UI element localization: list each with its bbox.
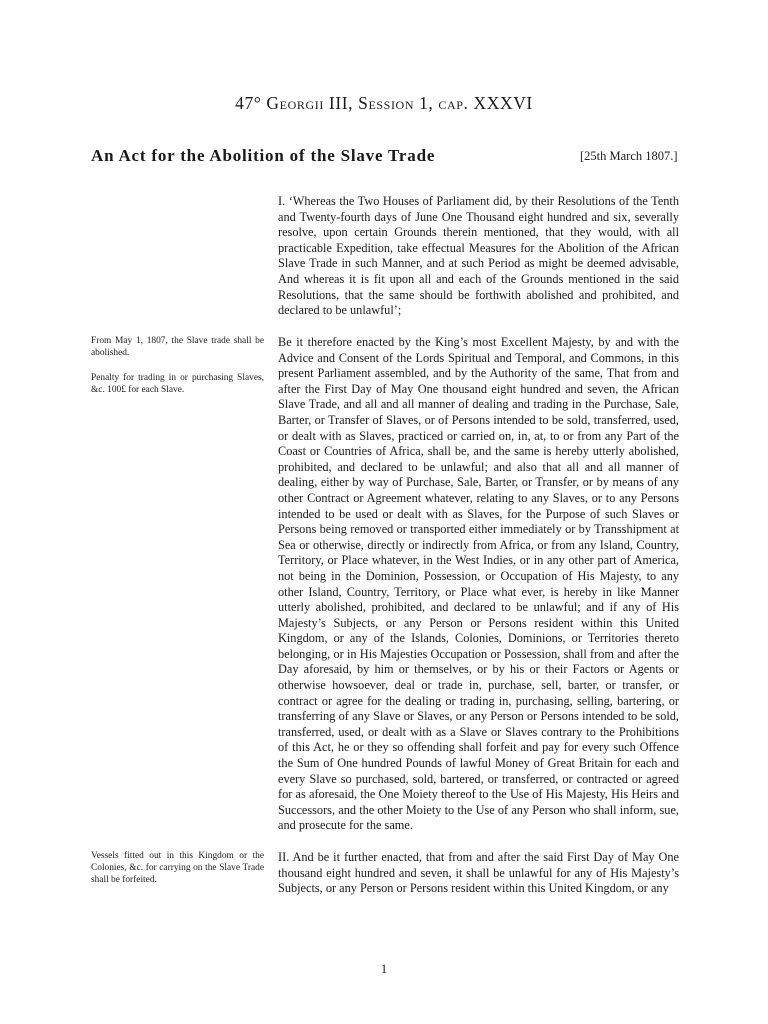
margin-note-penalty: Penalty for trading in or purchasing Slaves, &c. 100£ for each Slave. bbox=[91, 373, 264, 395]
heading-georgii: Georgii bbox=[266, 93, 324, 113]
act-title: An Act for the Abolition of the Slave Trade bbox=[91, 146, 436, 165]
heading-regnal-year: 47° bbox=[235, 93, 267, 113]
heading-cap: cap. bbox=[438, 93, 469, 113]
margin-note-vessels: Vessels fitted out in this Kingdom or the Colonies, &c. for carrying on the Slave Trade shall be forfeited. bbox=[91, 851, 264, 885]
section-preamble: I. ‘Whereas the Two Houses of Parliament did, by their Resolutions of the Tenth and Twenty-fourth days of June One Thousand eight hundred and six, severally resolve, upon certain Grounds therein mentioned, that they would, with all practicable Expedition, take effectual Measures for the Abolition of the African Slave Trade in such Manner, and at such Period as might be deemed advisable, And whereas it is fit upon all and each of the Grounds mentioned in the said Resolutions, that the same should be forthwith abolished and prohibited, and declared to be unlawful’; bbox=[278, 194, 679, 318]
heading-session: Session bbox=[358, 93, 415, 113]
section-two: II. And be it further enacted, that from and after the said First Day of May One thousand eight hundred and seven, it shall be unlawful for any of His Majesty’s Subjects, or any Person or Persons resident within this United Kingdom, or any bbox=[278, 850, 679, 896]
heading-chapter-number: XXXVI bbox=[468, 93, 533, 113]
page-number: 1 bbox=[380, 962, 388, 976]
heading-reign: III, bbox=[323, 93, 359, 113]
margin-note-abolition: From May 1, 1807, the Slave trade shall be abolished. bbox=[91, 336, 264, 358]
section-enactment: Be it therefore enacted by the King’s most Excellent Majesty, by and with the Advice and Consent of the Lords Spiritual and Temporal, and Commons, in this present Parliament assembled, and by the Authority of the same, That from and after the First Day of May One thousand eight hundred and seven, the African Slave Trade, and all and all manner of dealing and trading in the Purchase, Sale, Barter, or Transfer of Slaves, or of Persons intended to be sold, transferred, used, or dealt with as Slaves, practiced or carried on, in, at, to or from any Part of the Coast or Countries of Africa, shall be, and the same is hereby utterly abolished, prohibited, and declared to be unlawful; and also that all and all manner of dealing, either by way of Purchase, Sale, Barter, or Transfer, or by means of any other Contract or Agreement whatever, relating to any Slaves, or to any Persons intended to be used or dealt with as Slaves, for the Purpose of such Slaves or Persons being removed or transported either immediately or by Transshipment at Sea or otherwise, directly or indirectly from Africa, or from any Island, Country, Territory, or Place whatever, in the West Indies, or in any other part of America, not being in the Dominion, Possession, or Occupation of His Majesty, to any other Island, Country, Territory, or Place what ever, is hereby in like Manner utterly abolished, prohibited, and declared to be unlawful; and if any of His Majesty’s Subjects, or any Person or Persons resident within this United Kingdom, or any of the Islands, Colonies, Dominions, or Territories thereto belonging, or in His Majesties Occupation or Possession, shall from and after the Day aforesaid, by him or themselves, or by his or their Factors or Agents or otherwise howsoever, deal or trade in, purchase, sell, barter, or transfer, or contract or agree for the dealing or trading in, purchasing, selling, bartering, or transferring of any Slave or Slaves, or any Person or Persons intended to be sold, transferred, used, or dealt with as a Slave or Slaves contrary to the Prohibitions of this Act, he or they so offending shall forfeit and pay for every such Offence the Sum of One hundred Pounds of lawful Money of Great Britain for each and every Slave so purchased, sold, bartered, or transferred, or contracted or agreed for as aforesaid, the One Moiety thereof to the Use of His Majesty, His Heirs and Successors, and the other Moiety to the Use of any Person who shall inform, sue, and prosecute for the same. bbox=[278, 335, 679, 833]
act-heading bbox=[0, 93, 768, 114]
act-date: [25th March 1807.] bbox=[580, 149, 678, 163]
heading-session-number: 1, bbox=[414, 93, 439, 113]
